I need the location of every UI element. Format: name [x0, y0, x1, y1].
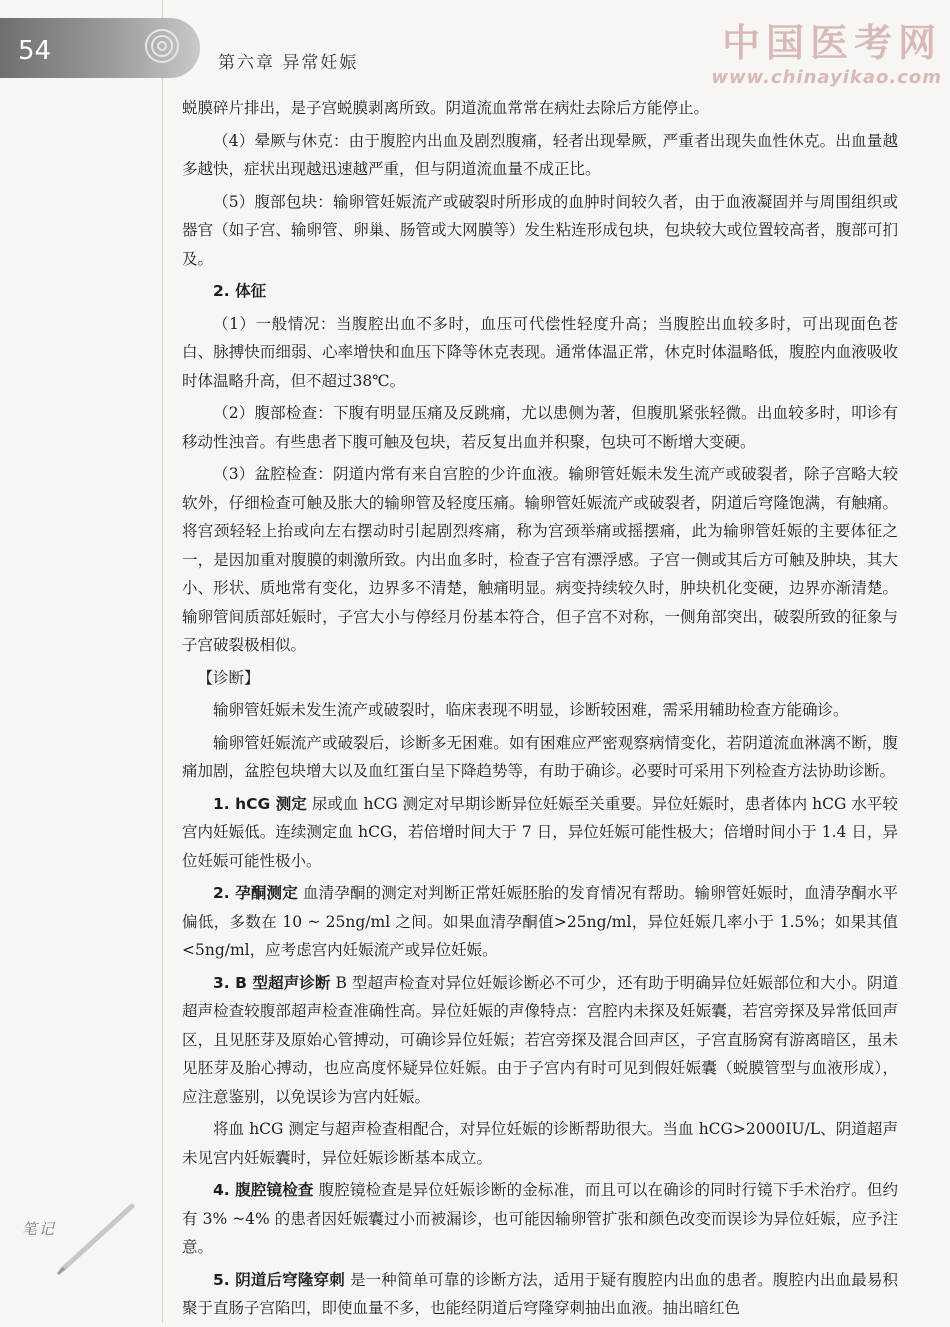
item-text: 是一种简单可靠的诊断方法，适用于疑有腹腔内出血的患者。腹腔内出血最易积聚于直肠子宫陷凹，即使血量不多，也能经阴道后穹隆穿刺抽出血液。抽出暗红色: [182, 1270, 898, 1317]
paragraph: （1）一般情况：当腹腔出血不多时，血压可代偿性轻度升高；当腹腔出血较多时，可出现面色苍白、脉搏快而细弱、心率增快和血压下降等休克表现。通常体温正常，休克时体温略低，腹腔内血液吸收时体温略升高，但不超过38℃。: [182, 314, 898, 390]
paragraph: 输卵管妊娠未发生流产或破裂时，临床表现不明显，诊断较困难，需采用辅助检查方能确诊。: [213, 701, 849, 719]
item-text: 尿或血 hCG 测定对早期诊断异位妊娠至关重要。异位妊娠时，患者体内 hCG 水平较宫内妊娠低。连续测定血 hCG，若倍增时间大于 7 日，异位妊娠可能性极大；倍增时间小于 1.4 日，异位妊娠可能性极小。: [182, 794, 898, 870]
pen-icon: [52, 1198, 142, 1278]
paragraph: [182, 790, 898, 876]
paragraph: （4）晕厥与休克：由于腹腔内出血及剧烈腹痛，轻者出现晕厥，严重者出现失血性休克。出血量越多越快，症状出现越迅速越严重，但与阴道流血量不成正比。: [182, 131, 898, 178]
paragraph: （5）腹部包块：输卵管妊娠流产或破裂时所形成的血肿时间较久者，由于血液凝固并与周围组织或器官（如子宫、输卵管、卵巢、肠管或大网膜等）发生粘连形成包块，包块较大或位置较高者，腹部可扪及。: [182, 192, 898, 268]
item-text: B 型超声检查对异位妊娠诊断必不可少，还有助于明确异位妊娠部位和大小。阴道超声检查较腹部超声检查准确性高。异位妊娠的声像特点：宫腔内未探及妊娠囊，若宫旁探及异常低回声区，且见胚芽及原始心管搏动，可确诊异位妊娠；若宫旁探及混合回声区，子宫直肠窝有游离暗区，虽未见胚芽及胎心搏动，也应高度怀疑异位妊娠。由于子宫内有时可见到假妊娠囊（蜕膜管型与血液形成），应注意鉴别，以免误诊为宫内妊娠。: [182, 973, 898, 1106]
chapter-title: 第六章 异常妊娠: [218, 53, 359, 73]
swirl-logo-icon: [142, 26, 182, 66]
page-body: [182, 94, 898, 1327]
paragraph: [182, 879, 898, 965]
notes-label: 笔记: [22, 1220, 57, 1238]
paragraph: [182, 1176, 898, 1262]
watermark-cn: 中国医考网: [721, 21, 942, 65]
item-heading: 1. hCG 测定: [213, 794, 307, 813]
watermark: [711, 12, 942, 88]
section-heading: 2. 体征: [213, 282, 267, 300]
item-heading: 3. B 型超声诊断: [213, 973, 331, 992]
notes-margin: [22, 1218, 142, 1288]
paragraph: 蜕膜碎片排出，是子宫蜕膜剥离所致。阴道流血常常在病灶去除后方能停止。: [182, 99, 710, 117]
item-text: 血清孕酮的测定对判断正常妊娠胚胎的发育情况有帮助。输卵管妊娠时，血清孕酮水平偏低，多数在 10 ~ 25ng/ml 之间。如果血清孕酮值>25ng/ml，异位妊娠几率小于 1.5%；如果其值<5ng/ml，应考虑宫内妊娠流产或异位妊娠。: [182, 884, 898, 959]
item-text: 腹腔镜检查是异位妊娠诊断的金标准，而且可以在确诊的同时行镜下手术治疗。但约有 3% ~4% 的患者因妊娠囊过小而被漏诊，也可能因输卵管扩张和颜色改变而误诊为异位妊娠，应予注意。: [182, 1181, 898, 1256]
page-number-badge: [0, 18, 200, 78]
item-heading: 5. 阴道后穹隆穿刺: [213, 1270, 345, 1289]
watermark-url: www.chinayikao.com: [711, 67, 942, 88]
paragraph: （3）盆腔检查：阴道内常有来自宫腔的少许血液。输卵管妊娠未发生流产或破裂者，除子宫略大较软外，仔细检查可触及胀大的输卵管及轻度压痛。输卵管妊娠流产或破裂者，阴道后穹隆饱满，有触痛。将宫颈轻轻上抬或向左右摆动时引起剧烈疼痛，称为宫颈举痛或摇摆痛，此为输卵管妊娠的主要体征之一，是因加重对腹膜的刺激所致。内出血多时，检查子宫有漂浮感。子宫一侧或其后方可触及肿块，其大小、形状、质地常有变化，边界多不清楚，触痛明显。病变持续较久时，肿块机化变硬，边界亦渐清楚。输卵管间质部妊娠时，子宫大小与停经月份基本符合，但子宫不对称，一侧角部突出，破裂所致的征象与子宫破裂极相似。: [182, 465, 898, 654]
paragraph: 输卵管妊娠流产或破裂后，诊断多无困难。如有困难应严密观察病情变化，若阴道流血淋漓不断，腹痛加剧，盆腔包块增大以及血红蛋白呈下降趋势等，有助于确诊。必要时可采用下列检查方法协助诊断。: [182, 733, 898, 780]
item-heading: 4. 腹腔镜检查: [213, 1181, 314, 1199]
paragraph: （2）腹部检查：下腹有明显压痛及反跳痛，尤以患侧为著，但腹肌紧张轻微。出血较多时，叩诊有移动性浊音。有些患者下腹可触及包块，若反复出血并积聚，包块可不断增大变硬。: [182, 404, 898, 451]
paragraph: [182, 1266, 898, 1323]
gutter-line: [162, 0, 163, 1323]
paragraph: [182, 969, 898, 1112]
page-number: 54: [18, 36, 52, 66]
paragraph: 将血 hCG 测定与超声检查相配合，对异位妊娠的诊断帮助很大。当血 hCG>2000IU/L、阴道超声未见宫内妊娠囊时，异位妊娠诊断基本成立。: [182, 1120, 898, 1167]
item-heading: 2. 孕酮测定: [213, 884, 298, 902]
section-heading: 【诊断】: [197, 668, 260, 687]
